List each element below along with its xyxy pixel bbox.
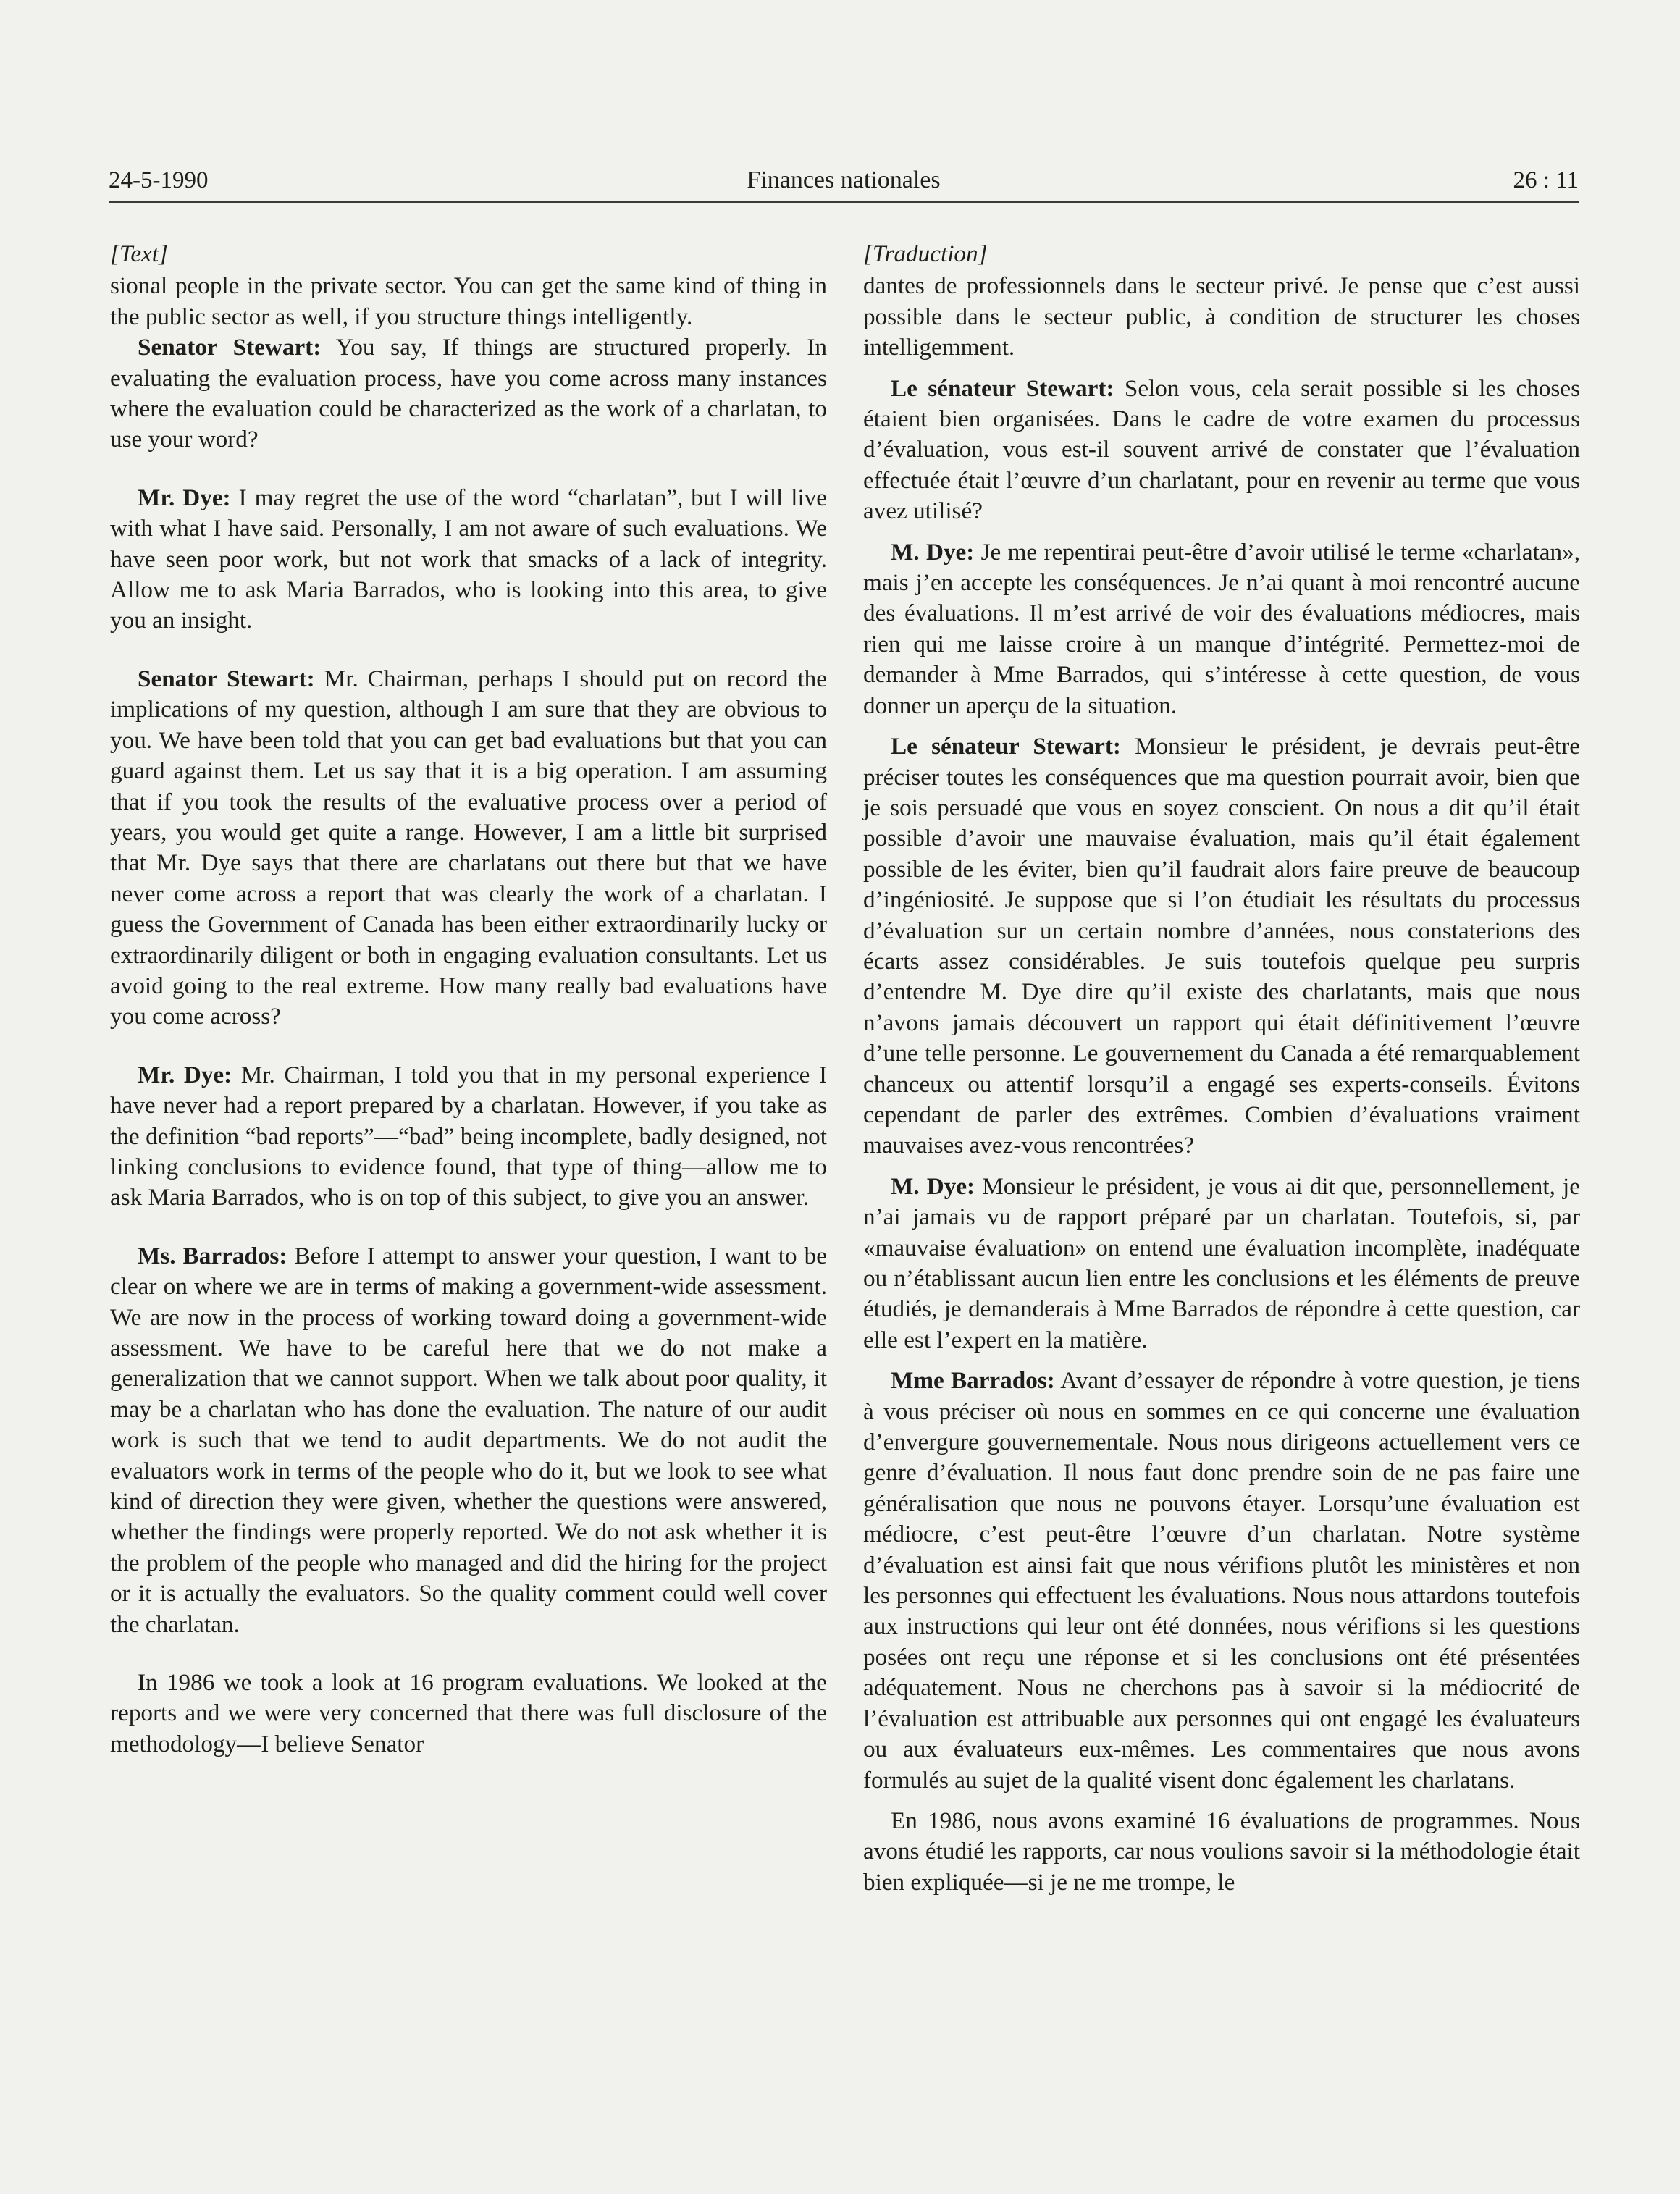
speaker-name: Mr. Dye: [138, 484, 231, 511]
paragraph [110, 664, 827, 1033]
paragraph [863, 271, 1580, 363]
paragraph-text: Mr. Chairman, perhaps I should put on record the implications of my question, although I am sure that they are obvious to you. We have been told that you can get bad evaluations but that you can guard against them. Let us say that it is a big operation. I am assuming that if you took the results of the evaluative process over a period of years, you would get quite a range. However, I am a little bit surprised that Mr. Dye says that there are charlatans out there but that we have never come across a report that was clearly the work of a charlatan. I guess the Government of Canada has been either extraordinarily lucky or extraordinarily diligent or both in engaging evaluation consultants. Let us avoid going to the real extreme. How many really bad evaluations have you come across? [110, 665, 828, 1030]
paragraph-text: Selon vous, cela serait possible si les choses étaient bien organisées. Dans le cadre de votre examen du processus d’évaluation, vous est-il souvent arrivé de constater que l’évaluation effectuée était l’œuvre d’un charlatant, pour en revenir au terme que vous avez utilisé? [863, 374, 1580, 525]
speaker-name: Senator Stewart: [138, 665, 315, 692]
paragraph-text: Monsieur le président, je vous ai dit que, personnellement, je n’ai jamais vu de rapport préparé par un charlatan. Toutefois, si, par «mauvaise évaluation» on entend une évaluation incomplète, inadéquate ou n’établissant aucun lien entre les conclusions et les éléments de preuve étudiés, je demanderais à Mme Barrados de répondre à cette question, car elle est l’expert en la matière. [863, 1172, 1580, 1353]
paragraph [110, 1241, 827, 1640]
paragraph-text: Mr. Chairman, I told you that in my personal experience I have never had a report prepared by a charlatan. However, if you take as the definition “bad reports”—“bad” being incomplete, badly designed, not linking conclusions to evidence found, that type of thing—allow me to ask Maria Barrados, who is on top of this subject, to give you an answer. [110, 1061, 828, 1211]
french-column [863, 239, 1580, 1898]
speaker-name: Mr. Dye: [138, 1061, 232, 1088]
paragraph [863, 731, 1580, 1161]
speaker-name: Le sénateur Stewart: [891, 733, 1121, 760]
paragraph-text: dantes de professionnels dans le secteur privé. Je pense que c’est aussi possible dans le secteur public, à condition de structurer les choses intelligemment. [863, 272, 1580, 361]
paragraph [863, 537, 1580, 721]
paragraph-text: Avant d’essayer de répondre à votre question, je tiens à vous préciser où nous en sommes en ce qui concerne une évaluation d’envergure gouvernementale. Nous nous dirigeons actuellement vers ce genre d’évaluation. Il nous faut donc prendre soin de ne pas faire une généralisation que nous ne pouvons étayer. Lorsqu’une évaluation est médiocre, c’est peut-être l’œuvre d’un charlatan. Notre système d’évaluation est ainsi fait que nous vérifions plutôt les ministères et non les personnes qui effectuent les évaluations. Nous nous attardons toutefois aux instructions qui leur ont été données, nous vérifions si les questions posées ont reçu une réponse et si les conclusions ont été présentées adéquatement. Nous ne cherchons pas à savoir si la médiocrité de l’évaluation est attribuable aux personnes qui ont engagé les évaluateurs ou aux évaluateurs eux-mêmes. Les commentaires que nous avons formulés au sujet de la qualité visent donc également les charlatans. [863, 1367, 1580, 1794]
speaker-name: Mme Barrados: [891, 1367, 1055, 1395]
paragraph [110, 332, 827, 455]
paragraph [110, 483, 827, 636]
english-column [110, 239, 827, 1760]
paragraph [863, 1366, 1580, 1796]
paragraph-text: In 1986 we took a look at 16 program evaluations. We looked at the reports and we were very concerned that there was full disclosure of the methodology—I believe Senator [110, 1669, 827, 1757]
header-page-number: 26 : 11 [1513, 167, 1579, 193]
paragraph [863, 1172, 1580, 1356]
speaker-name: Senator Stewart: [138, 334, 322, 361]
language-label-traduction: [Traduction] [863, 240, 988, 267]
header-date: 24-5-1990 [109, 167, 209, 193]
paragraph [863, 374, 1580, 527]
page-header [109, 158, 1579, 203]
speaker-name: Le sénateur Stewart: [891, 374, 1114, 402]
speaker-name: Ms. Barrados: [138, 1242, 287, 1269]
paragraph [110, 271, 827, 332]
paragraph-text: I may regret the use of the word “charlatan”, but I will live with what I have said. Personally, I am not aware of such evaluations. We have seen poor work, but not work that smacks of a lack of integrity. Allow me to ask Maria Barrados, who is looking into this area, to give you an insight. [110, 484, 828, 634]
language-label-text: [Text] [110, 240, 168, 267]
paragraph-text: You say, If things are structured properly. In evaluating the evaluation process, have you come across many instances where the evaluation could be characterized as the work of a charlatan, to use your word? [110, 334, 827, 453]
paragraph-text: Monsieur le président, je devrais peut-être préciser toutes les conséquences que ma question pourrait avoir, bien que je sois persuadé que vous en soyez conscient. On nous a dit qu’il était possible d’avoir une mauvaise évaluation, mais qu’il était également possible de les éviter, bien qu’il faudrait alors faire preuve de beaucoup d’ingéniosité. Je suppose que si l’on étudiait les résultats du processus d’évaluation sur un certain nombre d’années, nous constaterions des écarts assez considérables. Je suis toutefois quelque peu surpris d’entendre M. Dye dire qu’il existe des charlatants, mais que nous n’avons jamais découvert un rapport qui était définitivement l’œuvre d’une telle personne. Le gouvernement du Canada a été remarquablement chanceux ou attentif lorsqu’il a engagé ses experts-conseils. Évitons cependant de parler des extrêmes. Combien d’évaluations vraiment mauvaises avez-vous rencontrées? [863, 733, 1580, 1159]
paragraph-text: Before I attempt to answer your question, I want to be clear on where we are in terms of making a government-wide assessment. We are now in the process of working toward doing a government-wide assessment. We have to be careful here that we do not make a generalization that we cannot support. When we talk about poor quality, it may be a charlatan who has done the evaluation. The nature of our audit work is such that we tend to audit departments. We do not audit the evaluators work in terms of the people who do it, but we look to see what kind of direction they were given, whether the questions were answered, whether the findings were properly reported. We do not ask whether it is the problem of the people who managed and did the hiring for the project or it is actually the evaluators. So the quality comment could well cover the charlatan. [110, 1242, 827, 1638]
paragraph-text: En 1986, nous avons examiné 16 évaluations de programmes. Nous avons étudié les rapports, car nous voulions savoir si la méthodologie était bien expliquée—si je ne me trompe, le [863, 1807, 1580, 1896]
speaker-name: M. Dye: [891, 538, 975, 566]
paragraph-text: Je me repentirai peut-être d’avoir utilisé le terme «charlatan», mais j’en accepte les conséquences. Je n’ai quant à moi rencontré aucune des évaluations. Il m’est arrivé de voir des évaluations médiocres, mais rien qui me laisse croire à un manque d’intégrité. Permettez-moi de demander à Mme Barrados, qui s’intéresse à cette question, de vous donner un aperçu de la situation. [863, 538, 1581, 719]
header-title: Finances nationales [747, 167, 941, 193]
speaker-name: M. Dye: [891, 1172, 975, 1200]
paragraph [110, 1668, 827, 1760]
paragraph-text: sional people in the private sector. You can get the same kind of thing in the public sector as well, if you structure things intelligently. [110, 272, 827, 330]
paragraph [110, 1060, 827, 1214]
paragraph [863, 1806, 1580, 1898]
